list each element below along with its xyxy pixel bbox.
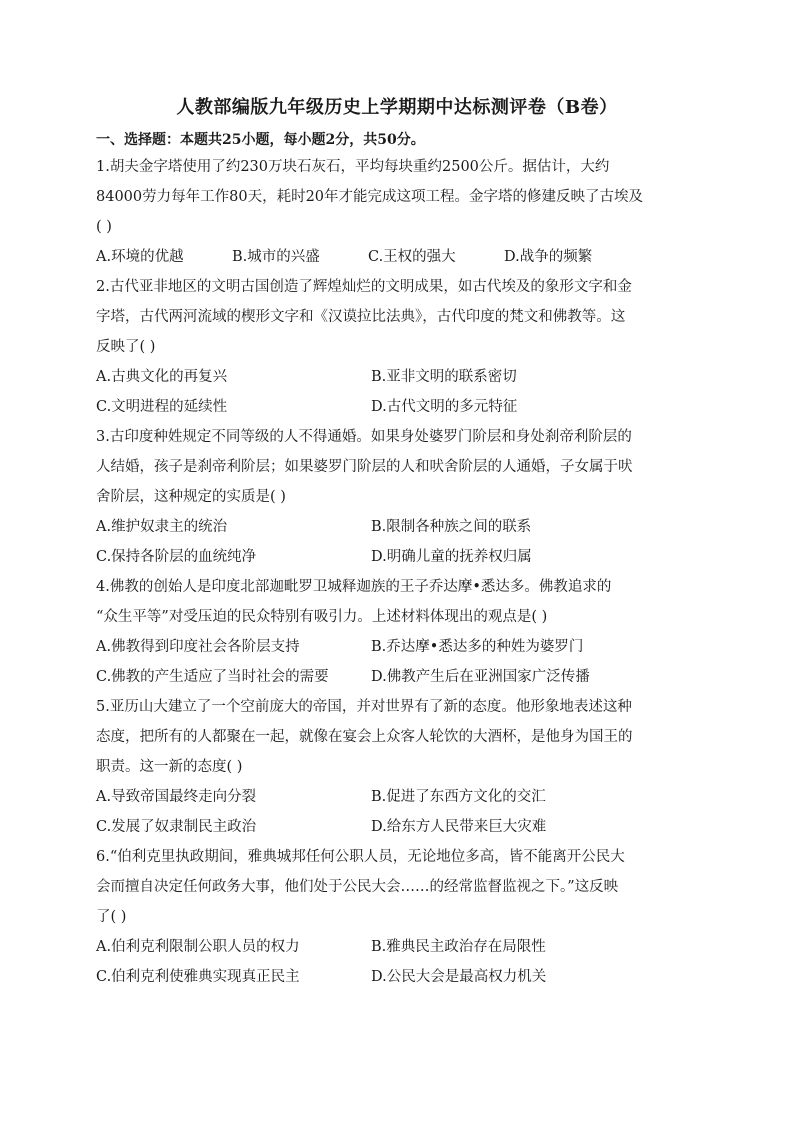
question-6-stem-line-1: 6.“伯利克里执政期间，雅典城邦任何公职人员，无论地位多高，皆不能离开公民大 bbox=[96, 849, 625, 865]
question-1-option-d: D.战争的频繁 bbox=[504, 249, 593, 265]
question-3-stem-line-1: 3.古印度种姓规定不同等级的人不得通婚。如果身处婆罗门阶层和身处刹帝利阶层的 bbox=[96, 429, 632, 445]
question-3-option-d: D.明确儿童的抚养权归属 bbox=[371, 549, 532, 565]
question-1-option-a: A.环境的优越 bbox=[96, 249, 184, 265]
question-3-option-b: B.限制各种族之间的联系 bbox=[371, 519, 532, 535]
question-5-option-d: D.给东方人民带来巨大灾难 bbox=[371, 819, 547, 835]
question-1-stem-line-3: ( ) bbox=[96, 219, 112, 235]
question-1-stem-line-2: 84000劳力每年工作80天，耗时20年才能完成这项工程。金字塔的修建反映了古埃及 bbox=[96, 189, 644, 205]
question-6-options bbox=[96, 932, 698, 992]
question-1-stem-line-1: 1.胡夫金字塔使用了约230万块石灰石，平均每块重约2500公斤。据估计，大约 bbox=[96, 159, 610, 175]
question-3-option-c: C.保持各阶层的血统纯净 bbox=[96, 549, 257, 565]
question-5-stem-line-2: 态度，把所有的人都聚在一起，就像在宴会上众客人轮饮的大酒杯，是他身为国王的 bbox=[96, 729, 633, 745]
question-3 bbox=[96, 422, 698, 572]
question-4-option-b: B.乔达摩•悉达多的种姓为婆罗门 bbox=[371, 639, 584, 655]
question-6-option-a: A.伯利克利限制公职人员的权力 bbox=[96, 939, 300, 955]
question-1 bbox=[96, 152, 698, 272]
question-5-option-a: A.导致帝国最终走向分裂 bbox=[96, 789, 257, 805]
question-2-option-d: D.古代文明的多元特征 bbox=[371, 399, 518, 415]
question-4-stem-line-1: 4.佛教的创始人是印度北部迦毗罗卫城释迦族的王子乔达摩•悉达多。佛教追求的 bbox=[96, 579, 612, 595]
question-2-stem-line-3: 反映了( ) bbox=[96, 339, 156, 355]
question-6 bbox=[96, 842, 698, 992]
question-2-options bbox=[96, 362, 698, 422]
question-5-option-b: B.促进了东西方文化的交汇 bbox=[371, 789, 546, 805]
question-2-stem-line-2: 字塔，古代两河流域的楔形文字和《汉谟拉比法典》，古代印度的梵文和佛教等。这 bbox=[96, 309, 626, 325]
question-5-stem-line-1: 5.亚历山大建立了一个空前庞大的帝国，并对世界有了新的态度。他形象地表述这种 bbox=[96, 699, 632, 715]
question-1-option-b: B.城市的兴盛 bbox=[232, 249, 320, 265]
question-6-option-c: C.伯利克利使雅典实现真正民主 bbox=[96, 969, 300, 985]
question-1-options bbox=[96, 242, 698, 272]
question-6-option-b: B.雅典民主政治存在局限性 bbox=[371, 939, 546, 955]
question-3-options bbox=[96, 512, 698, 572]
question-2-option-b: B.亚非文明的联系密切 bbox=[371, 369, 517, 385]
question-5 bbox=[96, 692, 698, 842]
question-2 bbox=[96, 272, 698, 422]
question-3-option-a: A.维护奴隶主的统治 bbox=[96, 519, 228, 535]
question-2-option-a: A.古典文化的再复兴 bbox=[96, 369, 228, 385]
question-2-option-c: C.文明进程的延续性 bbox=[96, 399, 228, 415]
question-4-option-a: A.佛教得到印度社会各阶层支持 bbox=[96, 639, 300, 655]
question-4-stem-line-2: “众生平等”对受压迫的民众特别有吸引力。上述材料体现出的观点是( ) bbox=[96, 609, 548, 625]
question-5-stem-line-3: 职责。这一新的态度( ) bbox=[96, 759, 243, 775]
question-5-option-c: C.发展了奴隶制民主政治 bbox=[96, 819, 257, 835]
question-4 bbox=[96, 572, 698, 692]
question-5-options bbox=[96, 782, 698, 842]
question-3-stem-line-2: 人结婚，孩子是刹帝利阶层；如果婆罗门阶层的人和吠舍阶层的人通婚，子女属于吠 bbox=[96, 459, 633, 475]
question-6-option-d: D.公民大会是最高权力机关 bbox=[371, 969, 547, 985]
question-6-stem-line-2: 会而擅自决定任何政务大事，他们处于公民大会……的经常监督监视之下。”这反映 bbox=[96, 879, 619, 895]
question-6-stem-line-3: 了( ) bbox=[96, 909, 127, 925]
document-title: 人教部编版九年级历史上学期期中达标测评卷（B卷） bbox=[176, 97, 618, 118]
question-3-stem-line-3: 舍阶层，这种规定的实质是( ) bbox=[96, 489, 286, 505]
question-4-options bbox=[96, 632, 698, 692]
question-1-option-c: C.王权的强大 bbox=[368, 249, 456, 265]
question-4-option-d: D.佛教产生后在亚洲国家广泛传播 bbox=[371, 669, 590, 685]
section-heading: 一、选择题：本题共25小题，每小题2分，共50分。 bbox=[96, 132, 425, 148]
question-2-stem-line-1: 2.古代亚非地区的文明古国创造了辉煌灿烂的文明成果，如古代埃及的象形文字和金 bbox=[96, 279, 632, 295]
question-4-option-c: C.佛教的产生适应了当时社会的需要 bbox=[96, 669, 329, 685]
